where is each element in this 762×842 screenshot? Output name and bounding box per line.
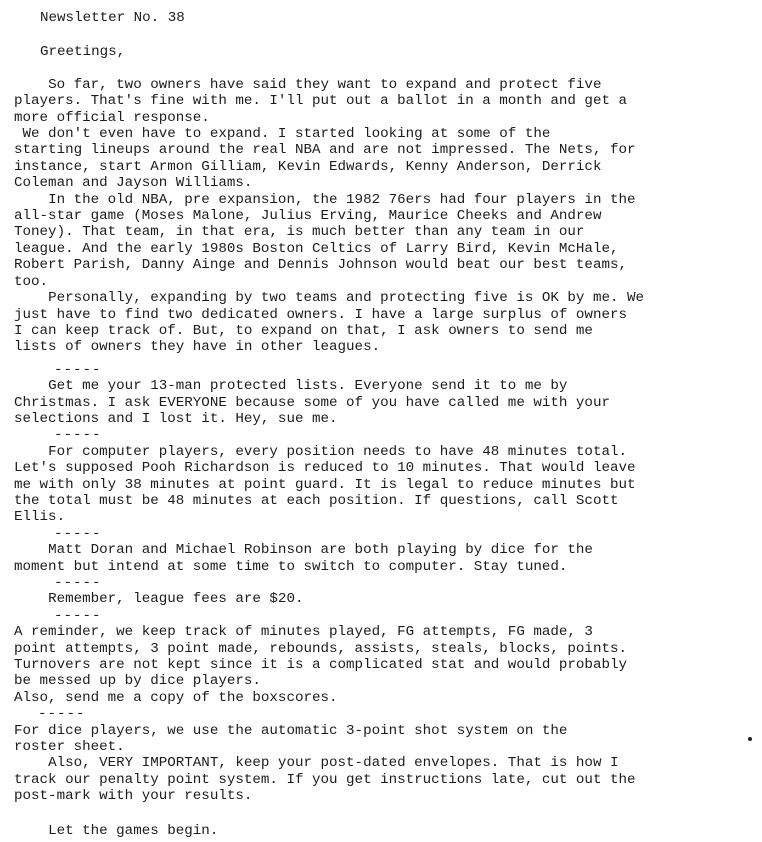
section-separator: ----- bbox=[54, 575, 102, 591]
paragraph: We don't even have to expand. I started looking at some of the starting lineups around the real NBA and are not impressed. The Nets, for instance, start Armon Gilliam, Kevin Edwards, Kenny Anderson, Derrick Coleman and Jayson Williams. bbox=[14, 126, 636, 192]
paragraph: For dice players, we use the automatic 3-point shot system on the roster sheet. Also, VERY IMPORTANT, keep your post-dated envelopes. That is how I track our penalty point system. If you get instructions late, cut out the post-mark with your results. bbox=[14, 722, 636, 805]
section-separator: ----- bbox=[54, 607, 102, 624]
section-separator: ----- bbox=[54, 361, 102, 378]
spacer bbox=[14, 805, 748, 823]
section-separator: ----- bbox=[54, 427, 102, 444]
paragraph: Matt Doran and Michael Robinson are both playing by dice for the moment but intend at some time to switch to computer. Stay tuned. bbox=[14, 542, 593, 575]
ink-speck bbox=[748, 737, 752, 741]
paragraph: Remember, league fees are $20. bbox=[14, 591, 304, 608]
paragraph: So far, two owners have said they want to expand and protect five players. That's fine with me. I'll put out a ballot in a month and get a more official response. bbox=[14, 76, 627, 126]
spacer bbox=[14, 61, 748, 77]
section-expansion bbox=[14, 77, 748, 356]
paragraph: Personally, expanding by two teams and protecting five is OK by me. We just have to find two dedicated owners. I have a large surplus of owners I can keep track of. But, to expand on that, I ask owners to send me lists of owners they have in other leagues. bbox=[14, 290, 645, 356]
section-separator: ----- bbox=[54, 525, 102, 542]
paragraph: For computer players, every position needs to have 48 minutes total. Let's supposed Pooh Richardson is reduced to 10 minutes. That would leave me with only 38 minutes at point guard. It is legal to reduce minutes but the total must be 48 minutes at each position. If questions, call Scott Ellis. bbox=[14, 443, 636, 526]
newsletter-title: Newsletter No. 38 bbox=[40, 10, 185, 26]
greeting: Greetings, bbox=[40, 44, 126, 61]
closing-line: Let the games begin. bbox=[14, 822, 219, 839]
paragraph: Get me your 13-man protected lists. Everyone send it to me by Christmas. I ask EVERYONE because some of you have called me with your selections and I lost it. Hey, sue me. bbox=[14, 378, 610, 427]
paragraph: A reminder, we keep track of minutes played, FG attempts, FG made, 3 point attempts, 3 point made, rebounds, assists, steals, blocks, points. Turnovers are not kept since it is a complicated stat and would probably be messed up by dice players. Also, send me a copy of the boxscores. bbox=[14, 624, 627, 706]
section-separator: ----- bbox=[38, 706, 86, 723]
paragraph: In the old NBA, pre expansion, the 1982 76ers had four players in the all-star game (Moses Malone, Julius Erving, Maurice Cheeks and Andrew Toney). That team, in that era, is much better than any team in our league. And the early 1980s Boston Celtics of Larry Bird, Kevin McHale, Robert Parish, Danny Ainge and Dennis Johnson would beat our best teams, too. bbox=[14, 191, 636, 290]
